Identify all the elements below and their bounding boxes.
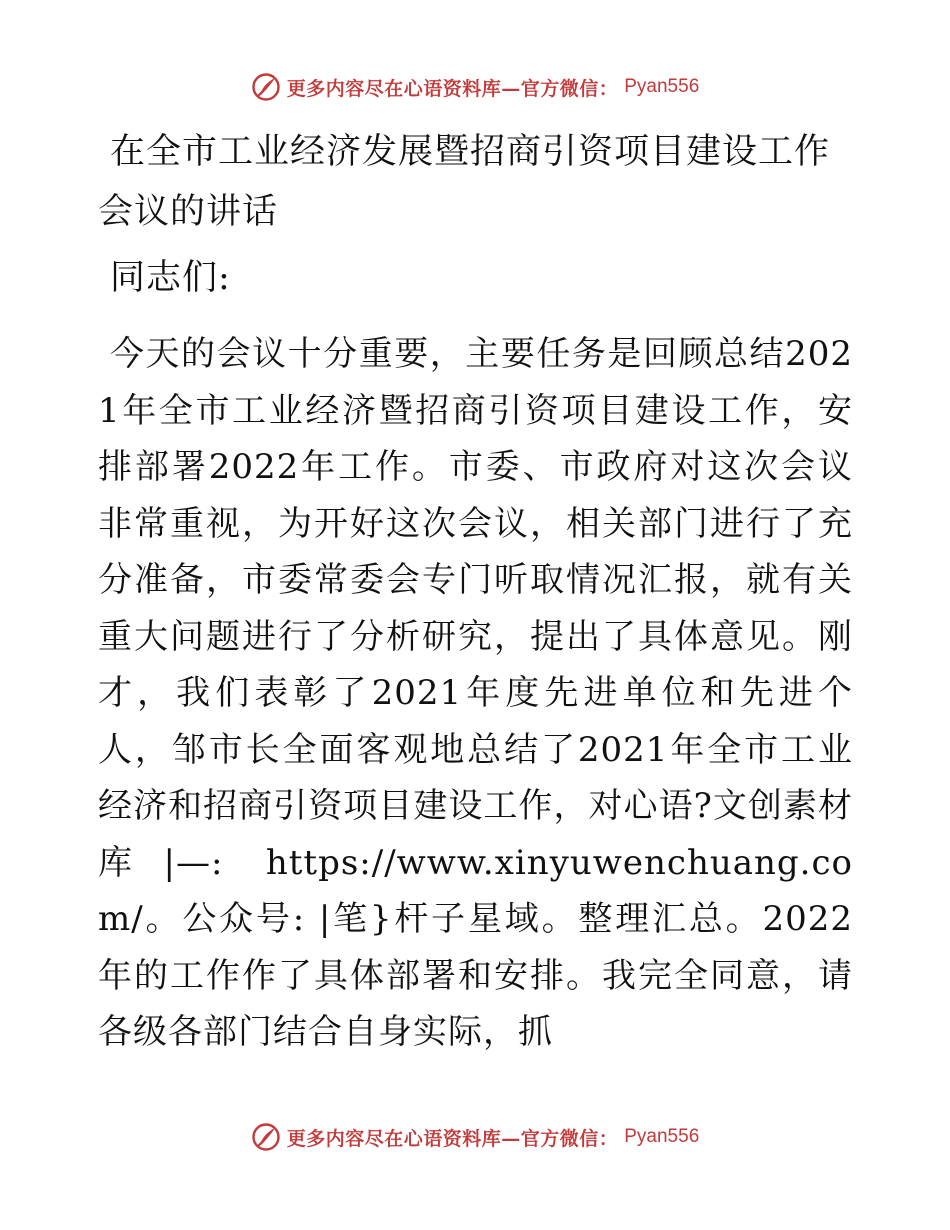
footer-brand-text: 更多内容尽在心语资料库—官方微信：	[286, 1127, 619, 1150]
document-title: 在全市工业经济发展暨招商引资项目建设工作会议的讲话	[98, 132, 831, 232]
page-footer	[0, 1122, 950, 1152]
feather-pen-seal-icon	[251, 72, 281, 102]
salutation: 同志们:	[110, 258, 231, 298]
body-paragraph: 今天的会议十分重要，主要任务是回顾总结2021年全市工业经济暨招商引资项目建设工作，安排部署2022年工作。市委、市政府对这次会议非常重视，为开好这次会议，相关部门进行了充分准备，市委常委会专门听取情况汇报，就有关重大问题进行了分析研究，提出了具体意见。刚才，我们表彰了2021年度先进单位和先进个人，邹市长全面客观地总结了2021年全市工业经济和招商引资项目建设工作，对心语?文创素材库|—: https://www.xinyuwenchuang.com/。公众号: |笔}杆子星域。整理汇总。2022年的工作作了具体部署和安排。我完全同意，请各级各部门结合自身实际，抓	[98, 334, 853, 1052]
page-header	[0, 72, 950, 102]
header-wechat-id: Pyan556	[624, 76, 700, 97]
header-brand-text: 更多内容尽在心语资料库—官方微信：	[286, 77, 619, 100]
feather-pen-seal-icon	[251, 1122, 281, 1152]
footer-wechat-id: Pyan556	[624, 1126, 700, 1147]
